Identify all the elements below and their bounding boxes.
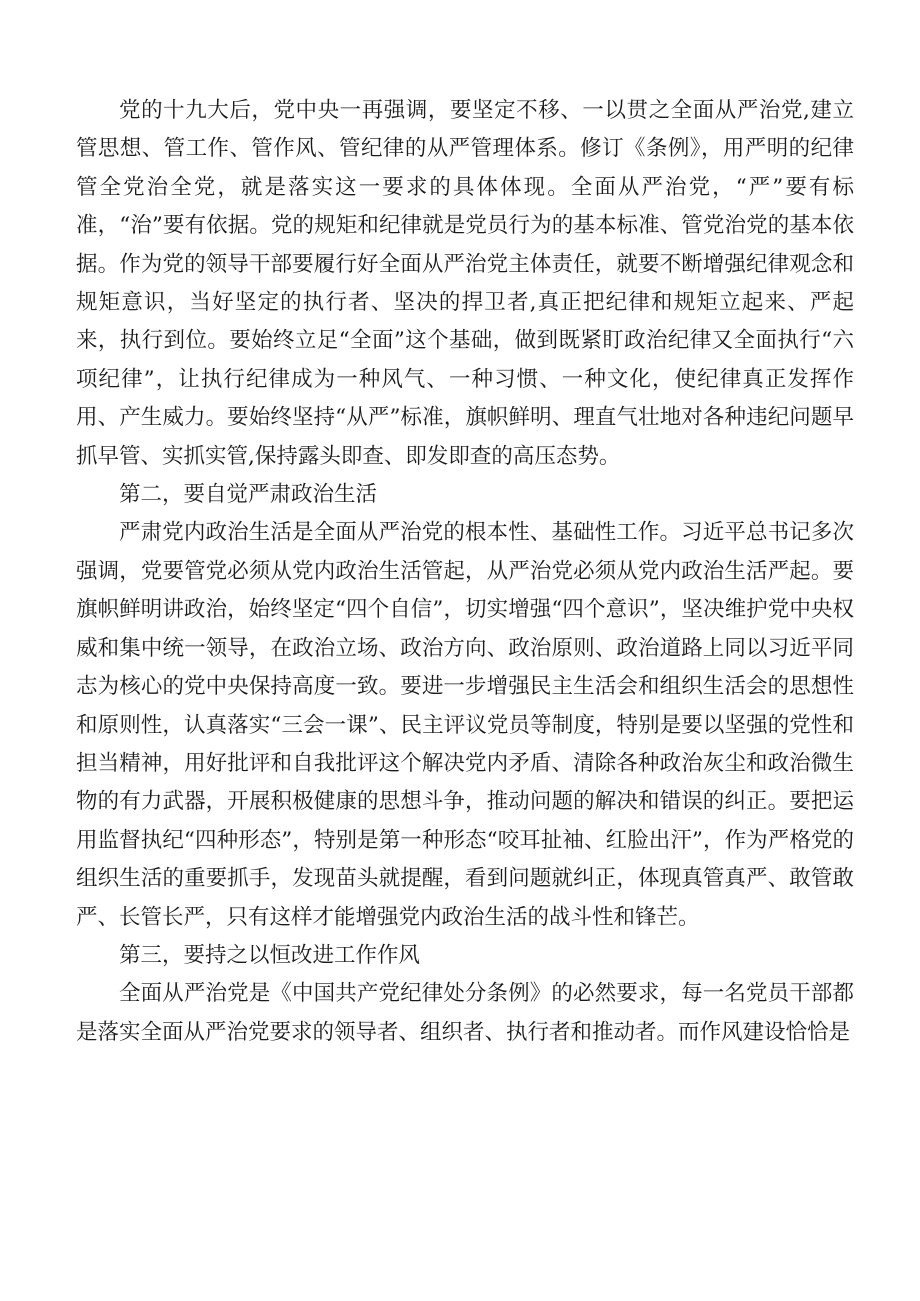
section-heading-work-style: 第三，要持之以恒改进工作作风 xyxy=(119,942,421,968)
paragraph-strict-party-governance: 党的十九大后，党中央一再强调，要坚定不移、一以贯之全面从严治党,建立管思想、管工作、管作风、管纪律的从严管理体系。修订《条例》，用严明的纪律管全党治全党，就是落实这一要求的具体体现。全面从严治党，“严”要有标准，“治”要有依据。党的规矩和纪律就是党员行为的基本标准、管党治党的基本依据。作为党的领导干部要履行好全面从严治党主体责任，就要不断增强纪律观念和规矩意识，当好坚定的执行者、坚决的捍卫者,真正把纪律和规矩立起来、严起来，执行到位。要始终立足“全面”这个基础，做到既紧盯政治纪律又全面执行“六项纪律”，让执行纪律成为一种风气、一种习惯、一种文化，使纪律真正发挥作用、产生威力。要始终坚持“从严”标准，旗帜鲜明、理直气壮地对各种违纪问题早抓早管、实抓实管,保持露头即查、即发即查的高压态势。 xyxy=(76,98,854,469)
paragraph-political-life: 严肃党内政治生活是全面从严治党的根本性、基础性工作。习近平总书记多次强调，党要管党必须从党内政治生活管起，从严治党必须从党内政治生活严起。要旗帜鲜明讲政治，始终坚定“四个自信”，切实增强“四个意识”，坚决维护党中央权威和集中统一领导，在政治立场、政治方向、政治原则、政治道路上同以习近平同志为核心的党中央保持高度一致。要进一步增强民主生活会和组织生活会的思想性和原则性，认真落实“三会一课”、民主评议党员等制度，特别是要以坚强的党性和担当精神，用好批评和自我批评这个解决党内矛盾、清除各种政治灰尘和政治微生物的有力武器，开展积极健康的思想斗争，推动问题的解决和错误的纠正。要把运用监督执纪“四种形态”，特别是第一种形态“咬耳扯袖、红脸出汗”，作为严格党的组织生活的重要抓手，发现苗头就提醒，看到问题就纠正，体现真管真严、敢管敢严、长管长严，只有这样才能增强党内政治生活的战斗性和锋芒。 xyxy=(76,520,854,930)
document-body xyxy=(76,92,854,1052)
paragraph-work-style: 全面从严治党是《中国共产党纪律处分条例》的必然要求，每一名党员干部都是落实全面从严治党要求的领导者、组织者、执行者和推动者。而作风建设恰恰是 xyxy=(76,981,854,1045)
section-heading-political-life: 第二，要自觉严肃政治生活 xyxy=(119,482,378,508)
